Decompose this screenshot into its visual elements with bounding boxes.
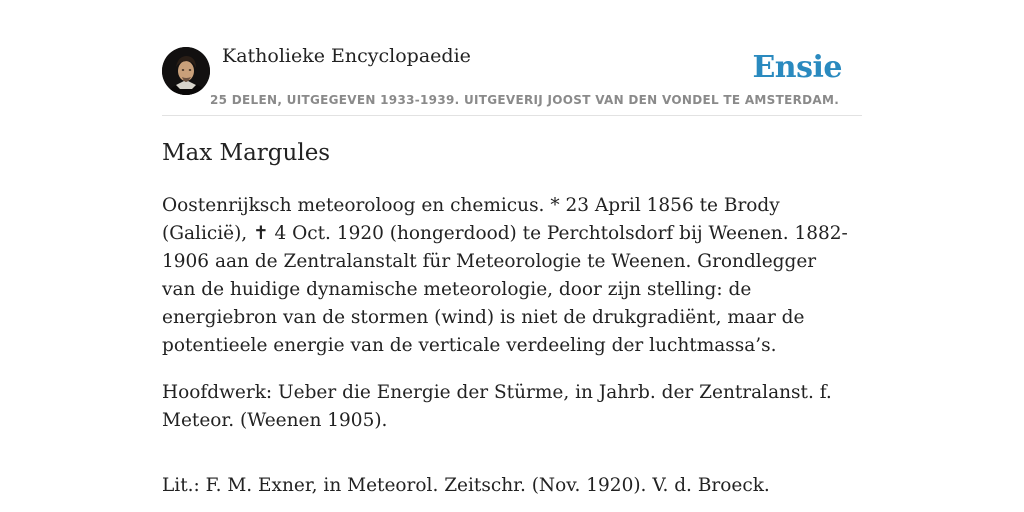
entry-title: Max Margules bbox=[162, 140, 331, 166]
publication-subtitle: 25 DELEN, UITGEGEVEN 1933-1939. UITGEVERIJ JOOST VAN DEN VONDEL TE AMSTERDAM. bbox=[210, 93, 840, 107]
publication-avatar[interactable] bbox=[162, 47, 210, 95]
publication-title[interactable]: Katholieke Encyclopaedie bbox=[222, 45, 471, 67]
page bbox=[162, 0, 862, 512]
entry-body bbox=[162, 192, 852, 512]
entry-paragraph-biography: Oostenrijksch meteoroloog en chemicus. * 23 April 1856 te Brody (Galicië), ✝ 4 Oct. 1920 (hongerdood) te Perchtolsdorf bij Weenen. 1882-1906 aan de Zentralanstalt für Meteorologie te Weenen. Grondlegger van de huidige dynamische meteorologie, door zijn stelling: de energiebron van de stormen (wind) is niet de drukgradiënt, maar de potentieele energie van de verticale verdeeling der luchtmassa’s. bbox=[162, 195, 848, 356]
portrait-icon bbox=[162, 47, 210, 95]
header-divider bbox=[162, 115, 862, 116]
entry-literature: Lit.: F. M. Exner, in Meteorol. Zeitschr. (Nov. 1920). V. d. Broeck. bbox=[162, 475, 770, 496]
entry-paragraph-main-work: Hoofdwerk: Ueber die Energie der Stürme, in Jahrb. der Zentralanst. f. Meteor. (Weenen 1905). bbox=[162, 382, 832, 431]
brand-logo[interactable]: Ensie bbox=[752, 50, 842, 85]
